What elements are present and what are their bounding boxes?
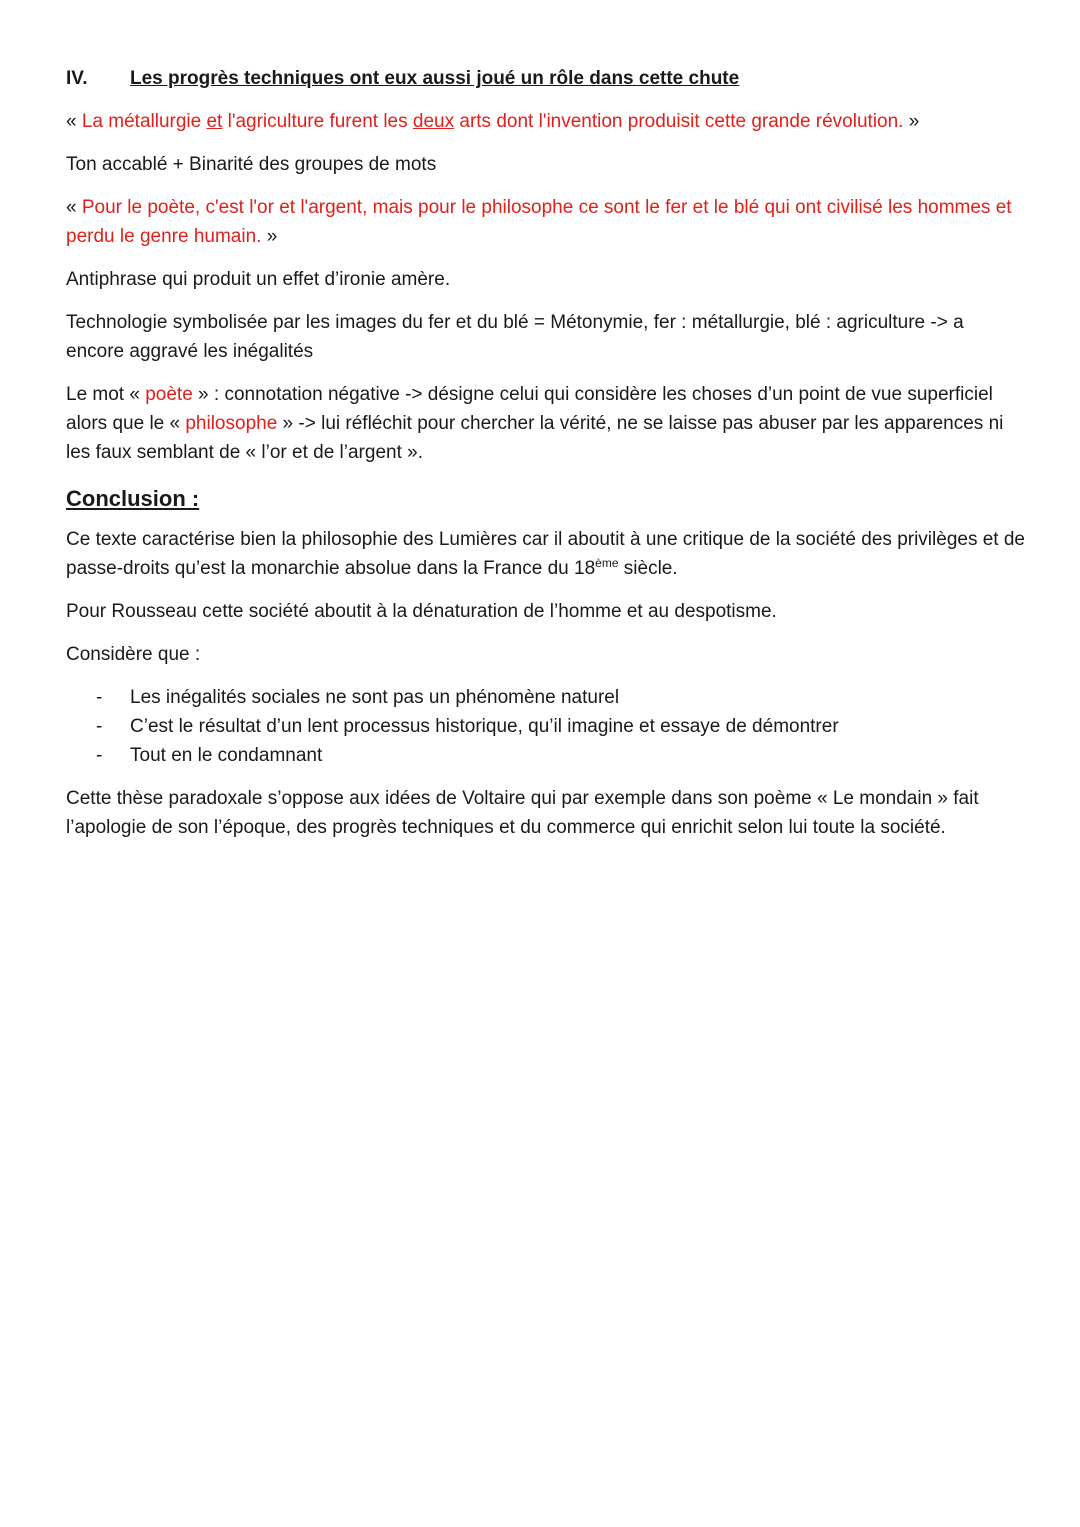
list-item: - Les inégalités sociales ne sont pas un phénomène naturel [66,683,1026,712]
dash-bullet: - [96,687,103,708]
note-technologie: Technologie symbolisée par les images du fer et du blé = Métonymie, fer : métallurgie, blé : agriculture -> a encore aggravé les inégalités [66,312,964,362]
conclusion-heading: Conclusion : [66,486,200,511]
note-ton-accable: Ton accablé + Binarité des groupes de mots [66,154,437,175]
note-mot-poete: Le mot « poète » : connotation négative -> désigne celui qui considère les choses d’un point de vue superficiel alors que le « philosophe » -> lui réfléchit pour chercher la vérité, ne se laisse pas abuser par les apparences ni les faux semblant de « l’or et de l’argent ». [66,384,1004,463]
quote-metallurgie: « La métallurgie et l'agriculture furent les deux arts dont l'invention produisit cette grande révolution. » [66,111,920,132]
list-item: - Tout en le condamnant [66,741,1026,770]
list-item: - C’est le résultat d’un lent processus historique, qu’il imagine et essaye de démontrer [66,712,1026,741]
section-heading [66,64,1026,94]
note-antiphrase: Antiphrase qui produit un effet d’ironie amère. [66,269,451,290]
section-number: IV. [66,68,88,89]
document-page [66,64,1026,856]
conclusion-paragraph-1: Ce texte caractérise bien la philosophie des Lumières car il aboutit à une critique de la société des privilèges et de passe-droits qu’est la monarchie absolue dans la France du 18ème siècle. [66,529,1025,579]
conclusion-paragraph-4: Cette thèse paradoxale s’oppose aux idées de Voltaire qui par exemple dans son poème « Le mondain » fait l’apologie de son l’époque, des progrès techniques et du commerce qui enrichit selon lui toute la société. [66,788,979,838]
dash-bullet: - [96,716,103,737]
dash-bullet: - [96,745,103,766]
conclusion-bullet-list [66,683,1026,770]
conclusion-paragraph-2: Pour Rousseau cette société aboutit à la dénaturation de l’homme et au despotisme. [66,601,777,622]
quote-poete-philosophe: « Pour le poète, c'est l'or et l'argent, mais pour le philosophe ce sont le fer et le blé qui ont civilisé les hommes et perdu le genre humain. » [66,197,1012,247]
conclusion-paragraph-3: Considère que : [66,644,201,665]
section-title: Les progrès techniques ont eux aussi joué un rôle dans cette chute [130,68,740,89]
